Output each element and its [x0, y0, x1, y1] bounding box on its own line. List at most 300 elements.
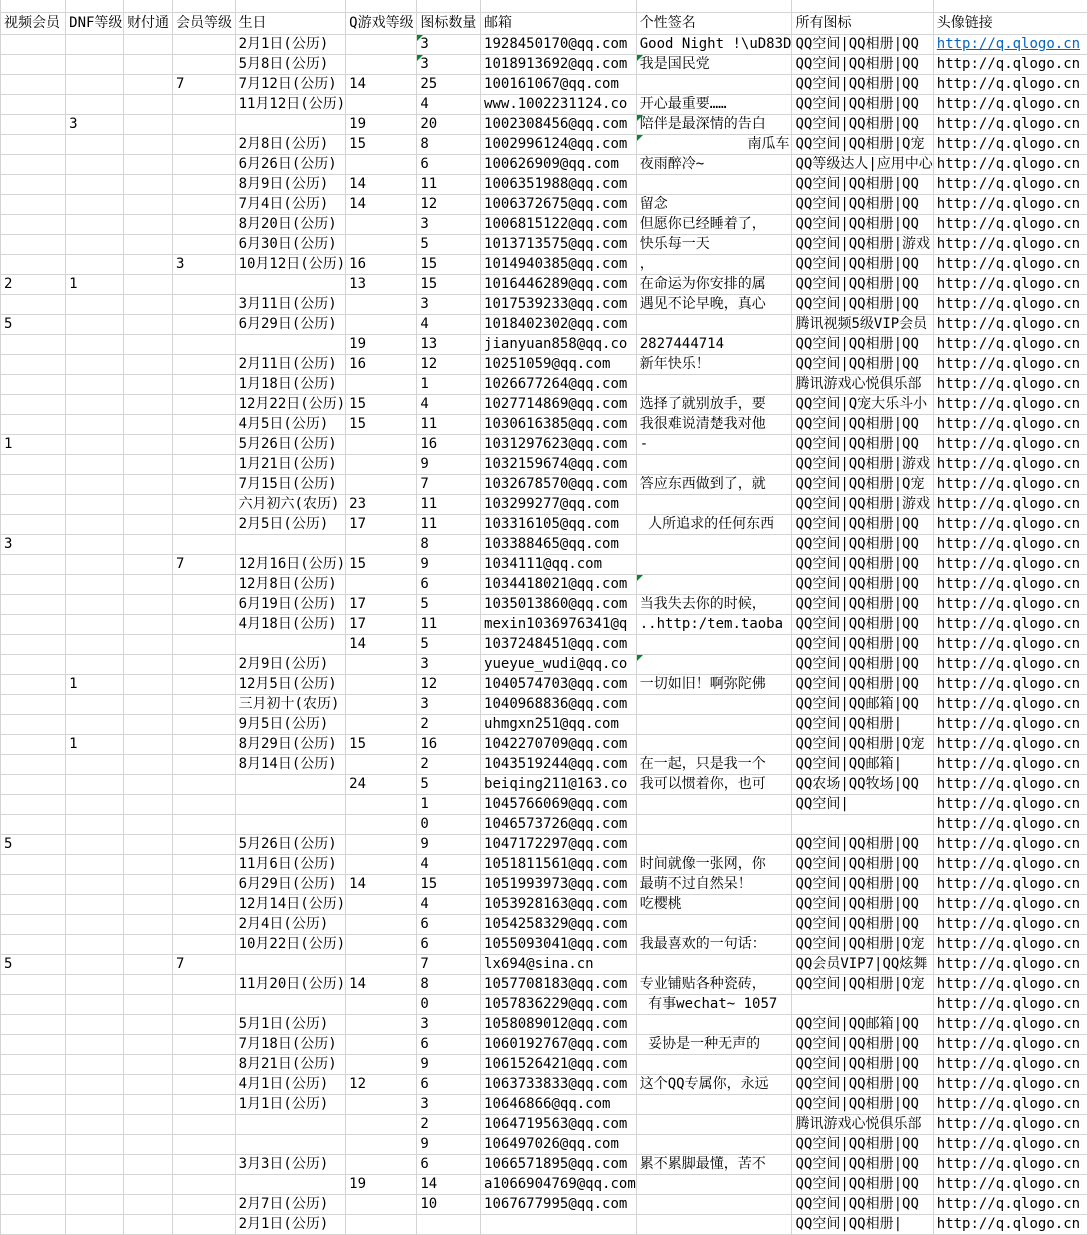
cell-tenpay[interactable] — [124, 455, 173, 475]
cell-tenpay[interactable] — [124, 515, 173, 535]
cell-avatar-link[interactable]: http://q.qlogo.cn — [933, 635, 1087, 655]
cell-birthday[interactable]: 11月20日(公历) — [235, 975, 346, 995]
cell-email[interactable]: 1031297623@qq.com — [481, 435, 637, 455]
cell-icon-count[interactable]: 9 — [417, 1135, 481, 1155]
cell-qgame-level[interactable] — [346, 715, 417, 735]
cell-tenpay[interactable] — [124, 395, 173, 415]
cell-email[interactable] — [481, 1215, 637, 1235]
cell-birthday[interactable]: 10月22日(公历) — [235, 935, 346, 955]
cell-avatar-link[interactable]: http://q.qlogo.cn — [933, 735, 1087, 755]
cell-qgame-level[interactable] — [346, 35, 417, 55]
cell-dnf-level[interactable] — [66, 515, 124, 535]
cell-tenpay[interactable] — [124, 1055, 173, 1075]
cell-qgame-level[interactable]: 14 — [346, 195, 417, 215]
cell-all-icons[interactable]: QQ空间|QQ相册|Q宠 — [792, 975, 933, 995]
cell-avatar-link[interactable]: http://q.qlogo.cn — [933, 395, 1087, 415]
cell-member-level[interactable] — [173, 735, 236, 755]
cell-signature[interactable]: ..http:/tem.taoba — [636, 615, 792, 635]
cell-dnf-level[interactable] — [66, 635, 124, 655]
cell-birthday[interactable] — [235, 775, 346, 795]
cell-dnf-level[interactable] — [66, 895, 124, 915]
cell-tenpay[interactable] — [124, 215, 173, 235]
cell-all-icons[interactable]: QQ空间|QQ相册|游戏 — [792, 495, 933, 515]
cell-birthday[interactable]: 1月18日(公历) — [235, 375, 346, 395]
cell-birthday[interactable]: 2月1日(公历) — [235, 1215, 346, 1235]
cell-qgame-level[interactable] — [346, 815, 417, 835]
cell-qgame-level[interactable]: 24 — [346, 775, 417, 795]
cell-avatar-link[interactable]: http://q.qlogo.cn — [933, 295, 1087, 315]
cell-all-icons[interactable]: QQ空间|QQ相册|QQ — [792, 875, 933, 895]
cell-all-icons[interactable]: QQ空间|QQ相册|QQ — [792, 555, 933, 575]
cell-member-level[interactable] — [173, 595, 236, 615]
cell-signature[interactable]: 遇见不论早晚，真心 — [636, 295, 792, 315]
cell-dnf-level[interactable] — [66, 315, 124, 335]
cell-birthday[interactable]: 三月初十(农历) — [235, 695, 346, 715]
cell-dnf-level[interactable] — [66, 1175, 124, 1195]
cell-birthday[interactable]: 8月21日(公历) — [235, 1055, 346, 1075]
cell-video-vip-level[interactable] — [1, 755, 66, 775]
cell-member-level[interactable] — [173, 875, 236, 895]
cell-dnf-level[interactable] — [66, 1075, 124, 1095]
cell-qgame-level[interactable]: 19 — [346, 115, 417, 135]
cell-member-level[interactable] — [173, 115, 236, 135]
cell-all-icons[interactable]: QQ空间|QQ相册|QQ — [792, 1055, 933, 1075]
cell-tenpay[interactable] — [124, 195, 173, 215]
cell-video-vip-level[interactable] — [1, 455, 66, 475]
cell-qgame-level[interactable] — [346, 535, 417, 555]
cell-email[interactable]: 100626909@qq.com — [481, 155, 637, 175]
cell-all-icons[interactable]: 腾讯视频5级VIP会员 — [792, 315, 933, 335]
cell-icon-count[interactable]: 6 — [417, 1035, 481, 1055]
cell-birthday[interactable] — [235, 1135, 346, 1155]
cell-signature[interactable] — [636, 655, 792, 675]
cell-email[interactable]: 1045766069@qq.com — [481, 795, 637, 815]
cell-email[interactable]: 1051993973@qq.com — [481, 875, 637, 895]
cell-icon-count[interactable]: 6 — [417, 915, 481, 935]
cell-avatar-link[interactable] — [933, 35, 1087, 55]
cell-icon-count[interactable]: 11 — [417, 615, 481, 635]
cell-signature[interactable]: 妥协是一种无声的 — [636, 1035, 792, 1055]
cell-member-level[interactable] — [173, 935, 236, 955]
cell-signature[interactable] — [636, 815, 792, 835]
cell-video-vip-level[interactable] — [1, 1155, 66, 1175]
cell-avatar-link[interactable]: http://q.qlogo.cn — [933, 975, 1087, 995]
cell-email[interactable]: 1027714869@qq.com — [481, 395, 637, 415]
cell-qgame-level[interactable] — [346, 1135, 417, 1155]
cell-dnf-level[interactable] — [66, 1055, 124, 1075]
cell-dnf-level[interactable] — [66, 935, 124, 955]
cell-member-level[interactable] — [173, 355, 236, 375]
column-header-signature[interactable]: 个性签名 — [636, 13, 792, 35]
cell-qgame-level[interactable] — [346, 695, 417, 715]
cell-video-vip-level[interactable] — [1, 615, 66, 635]
cell-dnf-level[interactable] — [66, 715, 124, 735]
cell-signature[interactable] — [636, 375, 792, 395]
cell-all-icons[interactable]: QQ空间|QQ相册|QQ — [792, 295, 933, 315]
cell-all-icons[interactable]: QQ空间|QQ相册|Q宠 — [792, 475, 933, 495]
cell-birthday[interactable]: 5月8日(公历) — [235, 55, 346, 75]
cell-tenpay[interactable] — [124, 935, 173, 955]
cell-member-level[interactable] — [173, 1135, 236, 1155]
cell-qgame-level[interactable] — [346, 1195, 417, 1215]
cell-signature[interactable]: 快乐每一天 — [636, 235, 792, 255]
cell-member-level[interactable]: 3 — [173, 255, 236, 275]
cell-all-icons[interactable]: QQ空间|QQ相册|QQ — [792, 275, 933, 295]
cell-signature[interactable] — [636, 555, 792, 575]
cell-dnf-level[interactable] — [66, 95, 124, 115]
cell-dnf-level[interactable] — [66, 395, 124, 415]
cell-video-vip-level[interactable] — [1, 975, 66, 995]
cell-birthday[interactable]: 8月29日(公历) — [235, 735, 346, 755]
cell-dnf-level[interactable] — [66, 455, 124, 475]
cell-icon-count[interactable]: 1 — [417, 375, 481, 395]
cell-birthday[interactable]: 6月29日(公历) — [235, 315, 346, 335]
cell-video-vip-level[interactable]: 3 — [1, 535, 66, 555]
cell-signature[interactable] — [636, 455, 792, 475]
cell-birthday[interactable] — [235, 275, 346, 295]
cell-icon-count[interactable]: 0 — [417, 815, 481, 835]
cell-qgame-level[interactable] — [346, 755, 417, 775]
cell-qgame-level[interactable] — [346, 935, 417, 955]
cell-member-level[interactable] — [173, 775, 236, 795]
cell-tenpay[interactable] — [124, 575, 173, 595]
cell-dnf-level[interactable] — [66, 595, 124, 615]
cell-avatar-link[interactable]: http://q.qlogo.cn — [933, 555, 1087, 575]
cell-member-level[interactable] — [173, 535, 236, 555]
cell-tenpay[interactable] — [124, 1215, 173, 1235]
cell-qgame-level[interactable] — [346, 55, 417, 75]
cell-video-vip-level[interactable]: 2 — [1, 275, 66, 295]
cell-icon-count[interactable]: 11 — [417, 515, 481, 535]
cell-icon-count[interactable]: 9 — [417, 555, 481, 575]
cell-signature[interactable] — [636, 1195, 792, 1215]
cell-member-level[interactable] — [173, 1195, 236, 1215]
cell-birthday[interactable]: 2月4日(公历) — [235, 915, 346, 935]
cell-qgame-level[interactable]: 23 — [346, 495, 417, 515]
cell-signature[interactable]: 但愿你已经睡着了， — [636, 215, 792, 235]
cell-member-level[interactable] — [173, 415, 236, 435]
cell-icon-count[interactable]: 6 — [417, 155, 481, 175]
cell-qgame-level[interactable] — [346, 155, 417, 175]
cell-qgame-level[interactable] — [346, 295, 417, 315]
cell-all-icons[interactable]: QQ空间|QQ相册|Q宠 — [792, 135, 933, 155]
cell-video-vip-level[interactable]: 5 — [1, 955, 66, 975]
cell-member-level[interactable]: 7 — [173, 555, 236, 575]
cell-avatar-link[interactable]: http://q.qlogo.cn — [933, 315, 1087, 335]
cell-all-icons[interactable]: QQ空间|QQ相册|QQ — [792, 435, 933, 455]
cell-tenpay[interactable] — [124, 135, 173, 155]
cell-icon-count[interactable]: 14 — [417, 1175, 481, 1195]
cell-signature[interactable] — [636, 1215, 792, 1235]
cell-signature[interactable]: 南瓜车 — [636, 135, 792, 155]
cell-tenpay[interactable] — [124, 435, 173, 455]
cell-all-icons[interactable]: QQ空间|QQ相册|QQ — [792, 615, 933, 635]
cell-icon-count[interactable]: 4 — [417, 95, 481, 115]
cell-all-icons[interactable]: QQ空间|QQ相册|QQ — [792, 175, 933, 195]
cell-icon-count[interactable]: 6 — [417, 1155, 481, 1175]
cell-icon-count[interactable]: 8 — [417, 135, 481, 155]
cell-member-level[interactable] — [173, 195, 236, 215]
cell-icon-count[interactable]: 3 — [417, 1095, 481, 1115]
cell-video-vip-level[interactable] — [1, 695, 66, 715]
cell-email[interactable]: 1053928163@qq.com — [481, 895, 637, 915]
cell-icon-count[interactable]: 20 — [417, 115, 481, 135]
cell-signature[interactable]: 当我失去你的时候， — [636, 595, 792, 615]
cell-signature[interactable] — [636, 715, 792, 735]
empty-cell[interactable] — [1, 0, 66, 13]
cell-qgame-level[interactable]: 14 — [346, 75, 417, 95]
cell-icon-count[interactable]: 3 — [417, 695, 481, 715]
cell-dnf-level[interactable] — [66, 975, 124, 995]
cell-birthday[interactable]: 3月3日(公历) — [235, 1155, 346, 1175]
cell-qgame-level[interactable] — [346, 1095, 417, 1115]
cell-avatar-link[interactable]: http://q.qlogo.cn — [933, 135, 1087, 155]
cell-member-level[interactable] — [173, 375, 236, 395]
cell-dnf-level[interactable] — [66, 695, 124, 715]
cell-tenpay[interactable] — [124, 275, 173, 295]
cell-dnf-level[interactable] — [66, 835, 124, 855]
cell-qgame-level[interactable]: 19 — [346, 1175, 417, 1195]
cell-video-vip-level[interactable] — [1, 915, 66, 935]
cell-tenpay[interactable] — [124, 475, 173, 495]
cell-email[interactable]: 1057836229@qq.com — [481, 995, 637, 1015]
cell-member-level[interactable] — [173, 975, 236, 995]
cell-signature[interactable] — [636, 1115, 792, 1135]
cell-avatar-link[interactable]: http://q.qlogo.cn — [933, 235, 1087, 255]
cell-avatar-link[interactable]: http://q.qlogo.cn — [933, 355, 1087, 375]
cell-birthday[interactable] — [235, 1175, 346, 1195]
cell-email[interactable]: 1066571895@qq.com — [481, 1155, 637, 1175]
cell-signature[interactable]: 时间就像一张网，你 — [636, 855, 792, 875]
cell-all-icons[interactable]: QQ空间|QQ相册|QQ — [792, 635, 933, 655]
cell-video-vip-level[interactable] — [1, 935, 66, 955]
cell-email[interactable]: 1018913692@qq.com — [481, 55, 637, 75]
empty-cell[interactable] — [235, 0, 346, 13]
cell-all-icons[interactable]: QQ空间|QQ相册|QQ — [792, 1195, 933, 1215]
cell-tenpay[interactable] — [124, 855, 173, 875]
cell-icon-count[interactable]: 13 — [417, 335, 481, 355]
cell-signature[interactable] — [636, 915, 792, 935]
cell-birthday[interactable]: 4月1日(公历) — [235, 1075, 346, 1095]
cell-signature[interactable]: 吃樱桃 — [636, 895, 792, 915]
cell-all-icons[interactable]: QQ空间| — [792, 795, 933, 815]
empty-cell[interactable] — [933, 0, 1087, 13]
cell-video-vip-level[interactable] — [1, 75, 66, 95]
cell-birthday[interactable]: 4月18日(公历) — [235, 615, 346, 635]
cell-signature[interactable]: 我可以惯着你，也可 — [636, 775, 792, 795]
cell-video-vip-level[interactable] — [1, 1115, 66, 1135]
cell-all-icons[interactable]: QQ空间|QQ相册|QQ — [792, 255, 933, 275]
cell-icon-count[interactable]: 10 — [417, 1195, 481, 1215]
cell-video-vip-level[interactable] — [1, 555, 66, 575]
cell-qgame-level[interactable] — [346, 1215, 417, 1235]
cell-avatar-link[interactable]: http://q.qlogo.cn — [933, 495, 1087, 515]
cell-video-vip-level[interactable] — [1, 575, 66, 595]
cell-birthday[interactable]: 9月5日(公历) — [235, 715, 346, 735]
cell-avatar-link[interactable]: http://q.qlogo.cn — [933, 955, 1087, 975]
cell-birthday[interactable]: 5月1日(公历) — [235, 1015, 346, 1035]
cell-avatar-link[interactable]: http://q.qlogo.cn — [933, 895, 1087, 915]
cell-signature[interactable]: 累不累脚最懂，苦不 — [636, 1155, 792, 1175]
cell-email[interactable]: 1063733833@qq.com — [481, 1075, 637, 1095]
cell-email[interactable]: 1064719563@qq.com — [481, 1115, 637, 1135]
cell-dnf-level[interactable] — [66, 335, 124, 355]
cell-qgame-level[interactable] — [346, 475, 417, 495]
cell-email[interactable]: 100161067@qq.com — [481, 75, 637, 95]
cell-member-level[interactable] — [173, 675, 236, 695]
cell-tenpay[interactable] — [124, 1175, 173, 1195]
cell-video-vip-level[interactable] — [1, 1035, 66, 1055]
cell-video-vip-level[interactable] — [1, 135, 66, 155]
cell-tenpay[interactable] — [124, 535, 173, 555]
cell-birthday[interactable]: 2月8日(公历) — [235, 135, 346, 155]
cell-icon-count[interactable]: 3 — [417, 215, 481, 235]
cell-video-vip-level[interactable] — [1, 855, 66, 875]
cell-video-vip-level[interactable] — [1, 195, 66, 215]
cell-all-icons[interactable]: QQ空间|QQ相册|QQ — [792, 895, 933, 915]
cell-tenpay[interactable] — [124, 235, 173, 255]
cell-dnf-level[interactable] — [66, 415, 124, 435]
cell-all-icons[interactable]: QQ空间|QQ相册|QQ — [792, 55, 933, 75]
cell-tenpay[interactable] — [124, 755, 173, 775]
cell-dnf-level[interactable]: 1 — [66, 275, 124, 295]
cell-dnf-level[interactable] — [66, 1195, 124, 1215]
cell-qgame-level[interactable] — [346, 915, 417, 935]
cell-all-icons[interactable]: QQ空间|Q宠大乐斗小 — [792, 395, 933, 415]
cell-tenpay[interactable] — [124, 1015, 173, 1035]
cell-icon-count[interactable]: 7 — [417, 955, 481, 975]
cell-icon-count[interactable]: 5 — [417, 235, 481, 255]
cell-video-vip-level[interactable] — [1, 775, 66, 795]
cell-member-level[interactable] — [173, 755, 236, 775]
cell-qgame-level[interactable] — [346, 895, 417, 915]
cell-icon-count[interactable]: 4 — [417, 895, 481, 915]
cell-signature[interactable]: 新年快乐！ — [636, 355, 792, 375]
cell-signature[interactable]: 夜雨醉冷~ — [636, 155, 792, 175]
cell-dnf-level[interactable] — [66, 35, 124, 55]
cell-dnf-level[interactable] — [66, 615, 124, 635]
cell-qgame-level[interactable] — [346, 855, 417, 875]
cell-avatar-link[interactable]: http://q.qlogo.cn — [933, 1115, 1087, 1135]
cell-signature[interactable] — [636, 795, 792, 815]
cell-signature[interactable] — [636, 1055, 792, 1075]
cell-member-level[interactable] — [173, 835, 236, 855]
cell-dnf-level[interactable] — [66, 355, 124, 375]
cell-signature[interactable] — [636, 575, 792, 595]
cell-tenpay[interactable] — [124, 1135, 173, 1155]
cell-video-vip-level[interactable] — [1, 415, 66, 435]
cell-email[interactable]: 1035013860@qq.com — [481, 595, 637, 615]
cell-member-level[interactable] — [173, 855, 236, 875]
cell-dnf-level[interactable] — [66, 175, 124, 195]
cell-qgame-level[interactable] — [346, 235, 417, 255]
cell-all-icons[interactable]: QQ空间|QQ相册|Q宠 — [792, 735, 933, 755]
cell-avatar-link[interactable]: http://q.qlogo.cn — [933, 255, 1087, 275]
cell-avatar-link[interactable]: http://q.qlogo.cn — [933, 935, 1087, 955]
cell-member-level[interactable] — [173, 215, 236, 235]
cell-icon-count[interactable]: 4 — [417, 855, 481, 875]
cell-all-icons[interactable]: QQ等级达人|应用中心 — [792, 155, 933, 175]
cell-email[interactable]: 1014940385@qq.com — [481, 255, 637, 275]
cell-avatar-link[interactable]: http://q.qlogo.cn — [933, 275, 1087, 295]
cell-birthday[interactable]: 6月26日(公历) — [235, 155, 346, 175]
cell-signature[interactable]: 2827444714 — [636, 335, 792, 355]
cell-qgame-level[interactable]: 16 — [346, 255, 417, 275]
cell-email[interactable]: 1013713575@qq.com — [481, 235, 637, 255]
cell-icon-count[interactable]: 12 — [417, 355, 481, 375]
cell-email[interactable]: 1054258329@qq.com — [481, 915, 637, 935]
column-header-email[interactable]: 邮箱 — [481, 13, 637, 35]
cell-tenpay[interactable] — [124, 1075, 173, 1095]
cell-icon-count[interactable]: 2 — [417, 715, 481, 735]
cell-all-icons[interactable]: QQ空间|QQ相册|游戏 — [792, 235, 933, 255]
cell-birthday[interactable] — [235, 115, 346, 135]
cell-dnf-level[interactable] — [66, 1015, 124, 1035]
cell-qgame-level[interactable] — [346, 655, 417, 675]
cell-email[interactable]: 1026677264@qq.com — [481, 375, 637, 395]
cell-signature[interactable] — [636, 735, 792, 755]
cell-tenpay[interactable] — [124, 1095, 173, 1115]
column-header-all-icons[interactable]: 所有图标 — [792, 13, 933, 35]
cell-video-vip-level[interactable] — [1, 1175, 66, 1195]
cell-signature[interactable]: 我是国民党 — [636, 55, 792, 75]
cell-avatar-link[interactable]: http://q.qlogo.cn — [933, 95, 1087, 115]
cell-avatar-link[interactable]: http://q.qlogo.cn — [933, 175, 1087, 195]
cell-avatar-link[interactable]: http://q.qlogo.cn — [933, 595, 1087, 615]
cell-email[interactable]: 1040968836@qq.com — [481, 695, 637, 715]
cell-signature[interactable]: ， — [636, 255, 792, 275]
cell-dnf-level[interactable] — [66, 295, 124, 315]
cell-icon-count[interactable]: 4 — [417, 315, 481, 335]
cell-video-vip-level[interactable] — [1, 235, 66, 255]
cell-birthday[interactable]: 12月14日(公历) — [235, 895, 346, 915]
cell-all-icons[interactable]: QQ空间|QQ相册|QQ — [792, 535, 933, 555]
cell-qgame-level[interactable]: 15 — [346, 135, 417, 155]
cell-qgame-level[interactable] — [346, 1035, 417, 1055]
cell-qgame-level[interactable]: 14 — [346, 635, 417, 655]
cell-icon-count[interactable]: 16 — [417, 735, 481, 755]
cell-all-icons[interactable]: QQ农场|QQ牧场|QQ — [792, 775, 933, 795]
cell-birthday[interactable] — [235, 335, 346, 355]
cell-email[interactable]: 1040574703@qq.com — [481, 675, 637, 695]
cell-tenpay[interactable] — [124, 815, 173, 835]
cell-dnf-level[interactable] — [66, 555, 124, 575]
cell-email[interactable]: 1047172297@qq.com — [481, 835, 637, 855]
cell-signature[interactable]: 一切如旧！啊弥陀佛 — [636, 675, 792, 695]
cell-birthday[interactable]: 8月9日(公历) — [235, 175, 346, 195]
cell-avatar-link[interactable]: http://q.qlogo.cn — [933, 1095, 1087, 1115]
cell-member-level[interactable] — [173, 795, 236, 815]
cell-qgame-level[interactable]: 12 — [346, 1075, 417, 1095]
cell-video-vip-level[interactable]: 5 — [1, 315, 66, 335]
cell-qgame-level[interactable]: 17 — [346, 615, 417, 635]
cell-birthday[interactable] — [235, 955, 346, 975]
cell-avatar-link[interactable]: http://q.qlogo.cn — [933, 835, 1087, 855]
cell-signature[interactable]: 答应东西做到了，就 — [636, 475, 792, 495]
cell-all-icons[interactable]: QQ空间|QQ相册|QQ — [792, 75, 933, 95]
cell-dnf-level[interactable] — [66, 775, 124, 795]
cell-qgame-level[interactable]: 19 — [346, 335, 417, 355]
cell-email[interactable]: 1037248451@qq.com — [481, 635, 637, 655]
cell-avatar-link[interactable]: http://q.qlogo.cn — [933, 775, 1087, 795]
cell-birthday[interactable] — [235, 995, 346, 1015]
cell-signature[interactable] — [636, 1015, 792, 1035]
cell-video-vip-level[interactable] — [1, 475, 66, 495]
cell-video-vip-level[interactable] — [1, 1195, 66, 1215]
cell-email[interactable]: 1067677995@qq.com — [481, 1195, 637, 1215]
cell-all-icons[interactable]: QQ空间|QQ相册|QQ — [792, 115, 933, 135]
cell-avatar-link[interactable]: http://q.qlogo.cn — [933, 155, 1087, 175]
